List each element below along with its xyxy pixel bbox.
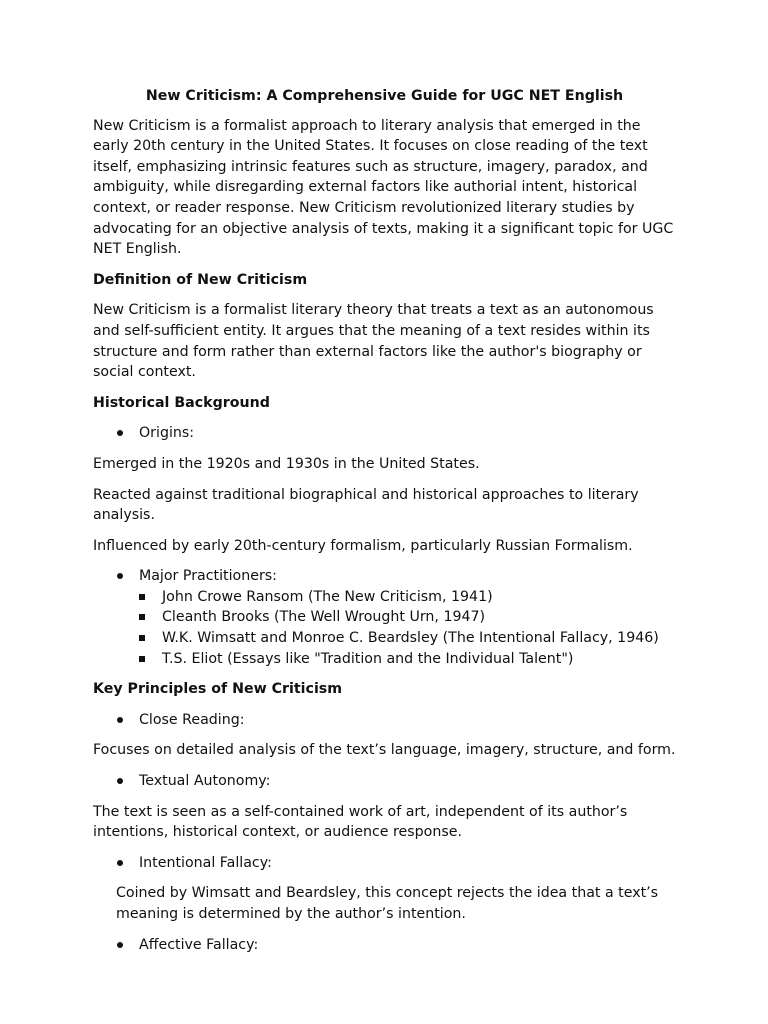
close-reading-list xyxy=(93,710,676,731)
practitioner-item: T.S. Eliot (Essays like "Tradition and the Individual Talent") xyxy=(139,649,676,670)
definition-heading: Definition of New Criticism xyxy=(93,271,308,288)
definition-paragraph: New Criticism is a formalist literary theory that treats a text as an autonomous and self-sufficient entity. It argues that the meaning of a text resides within its structure and form rather than external factors like the author's biography or social context. xyxy=(93,302,654,381)
affective-list xyxy=(93,935,676,956)
practitioners-bullet xyxy=(93,566,676,669)
practitioners-label: Major Practitioners: xyxy=(139,568,277,585)
practitioners-list xyxy=(93,566,676,669)
close-reading-paragraph: Focuses on detailed analysis of the text’s language, imagery, structure, and form. xyxy=(93,742,676,759)
practitioner-item: John Crowe Ransom (The New Criticism, 1941) xyxy=(139,587,676,608)
origins-point: Reacted against traditional biographical and historical approaches to literary analysis. xyxy=(93,486,639,524)
origins-point: Emerged in the 1920s and 1930s in the United States. xyxy=(93,455,480,472)
practitioners-sublist xyxy=(139,587,676,669)
origins-point: Influenced by early 20th-century formalism, particularly Russian Formalism. xyxy=(93,537,633,554)
affective-bullet: Affective Fallacy: xyxy=(93,935,676,956)
intentional-paragraph: Coined by Wimsatt and Beardsley, this concept rejects the idea that a text’s meaning is determined by the author’s intention. xyxy=(116,885,659,922)
intentional-bullet: Intentional Fallacy: xyxy=(93,853,676,874)
autonomy-bullet: Textual Autonomy: xyxy=(93,771,676,792)
practitioner-item: W.K. Wimsatt and Monroe C. Beardsley (The Intentional Fallacy, 1946) xyxy=(139,628,676,649)
intro-paragraph: New Criticism is a formalist approach to literary analysis that emerged in the early 20th century in the United States. It focuses on close reading of the text itself, emphasizing intrinsic features such as structure, imagery, paradox, and ambiguity, while disregarding external factors like authorial intent, historical context, or reader response. New Criticism revolutionized literary studies by advocating for an objective analysis of texts, making it a significant topic for UGC NET English. xyxy=(93,117,674,258)
intentional-list xyxy=(93,853,676,874)
history-heading: Historical Background xyxy=(93,394,270,411)
practitioner-item: Cleanth Brooks (The Well Wrought Urn, 1947) xyxy=(139,607,676,628)
close-reading-bullet: Close Reading: xyxy=(93,710,676,731)
autonomy-list xyxy=(93,771,676,792)
autonomy-paragraph: The text is seen as a self-contained work of art, independent of its author’s intentions, historical context, or audience response. xyxy=(93,803,628,841)
document-title: New Criticism: A Comprehensive Guide for UGC NET English xyxy=(145,88,624,104)
origins-bullet: Origins: xyxy=(93,423,676,444)
principles-heading: Key Principles of New Criticism xyxy=(93,681,343,698)
origins-list xyxy=(93,423,676,444)
